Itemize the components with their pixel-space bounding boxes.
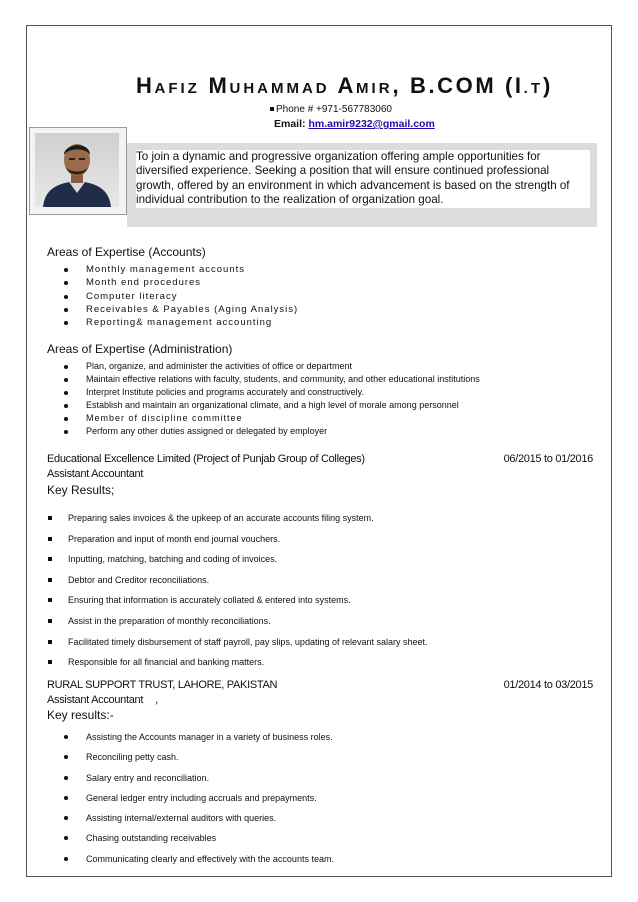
job2-title: Assistant Accountant , <box>47 694 158 706</box>
job2-results-list <box>64 727 334 869</box>
list-item: Receivables & Payables (Aging Analysis) <box>64 303 298 316</box>
job2-dates: 01/2014 to 03/2015 <box>503 679 593 691</box>
accounts-expertise-heading: Areas of Expertise (Accounts) <box>47 245 206 259</box>
list-item: Debtor and Creditor reconciliations. <box>48 570 428 591</box>
profile-photo-frame <box>29 127 127 215</box>
job2-employer: RURAL SUPPORT TRUST, LAHORE, PAKISTAN <box>47 679 278 691</box>
email-line: Email: hm.amir9232@gmail.com <box>274 118 435 130</box>
admin-expertise-list <box>64 360 480 438</box>
list-item: Assisting internal/external auditors with queries. <box>64 808 334 828</box>
job1-dates: 06/2015 to 01/2016 <box>503 453 593 465</box>
list-item: Establish and maintain an organizational climate, and a high level of morale among personnel <box>64 399 480 412</box>
list-item: Perform any other duties assigned or delegated by employer <box>64 425 480 438</box>
job1-employer: Educational Excellence Limited (Project of Punjab Group of Colleges) <box>47 453 365 465</box>
accounts-expertise-list <box>64 263 298 329</box>
list-item: Reporting& management accounting <box>64 316 298 329</box>
list-item: Reconciling petty cash. <box>64 747 334 767</box>
list-item: General ledger entry including accruals and prepayments. <box>64 788 334 808</box>
list-item: Maintain effective relations with faculty, students, and community, and other educational institutions <box>64 373 480 386</box>
list-item: Responsible for all financial and banking matters. <box>48 652 428 673</box>
list-item: Assist in the preparation of monthly reconciliations. <box>48 611 428 632</box>
admin-expertise-heading: Areas of Expertise (Administration) <box>47 342 233 356</box>
list-item: Preparation and input of month end journal vouchers. <box>48 529 428 550</box>
list-item: Month end procedures <box>64 276 298 289</box>
list-item: Computer literacy <box>64 290 298 303</box>
list-item: Plan, organize, and administer the activities of office or department <box>64 360 480 373</box>
profile-photo <box>35 133 119 207</box>
list-item: Preparing sales invoices & the upkeep of an accurate accounts filing system. <box>48 508 428 529</box>
list-item: Salary entry and reconciliation. <box>64 768 334 788</box>
list-item: Monthly management accounts <box>64 263 298 276</box>
phone-bullet-icon <box>270 107 274 111</box>
phone-line: Phone # +971-567783060 <box>270 104 392 115</box>
email-link[interactable]: hm.amir9232@gmail.com <box>308 118 435 130</box>
list-item: Facilitated timely disbursement of staff payroll, pay slips, updating of relevant salary sheet. <box>48 632 428 653</box>
list-item: Ensuring that information is accurately collated & entered into systems. <box>48 590 428 611</box>
job1-header <box>47 453 593 465</box>
list-item: Communicating clearly and effectively with the accounts team. <box>64 849 334 869</box>
list-item: Interpret Institute policies and programs accurately and constructively. <box>64 386 480 399</box>
job1-results-heading: Key Results; <box>47 483 115 497</box>
job1-title: Assistant Accountant <box>47 468 144 480</box>
list-item: Chasing outstanding receivables <box>64 828 334 848</box>
job2-results-heading: Key results:- <box>47 708 114 722</box>
list-item: Assisting the Accounts manager in a variety of business roles. <box>64 727 334 747</box>
career-objective: To join a dynamic and progressive organization offering ample opportunities for diversified experience. Seeking a position that will ensure continued professional growth, offered by an environment in which advancement is based on the strength of individual contribution to the realization of organization goal. <box>136 150 590 208</box>
job1-results-list <box>48 508 428 673</box>
list-item: Member of discipline committee <box>64 412 480 425</box>
job2-header <box>47 679 593 691</box>
list-item: Inputting, matching, batching and coding of invoices. <box>48 549 428 570</box>
candidate-name: HAFIZ MUHAMMAD AMIR, B.COM (I.T) <box>136 73 553 98</box>
